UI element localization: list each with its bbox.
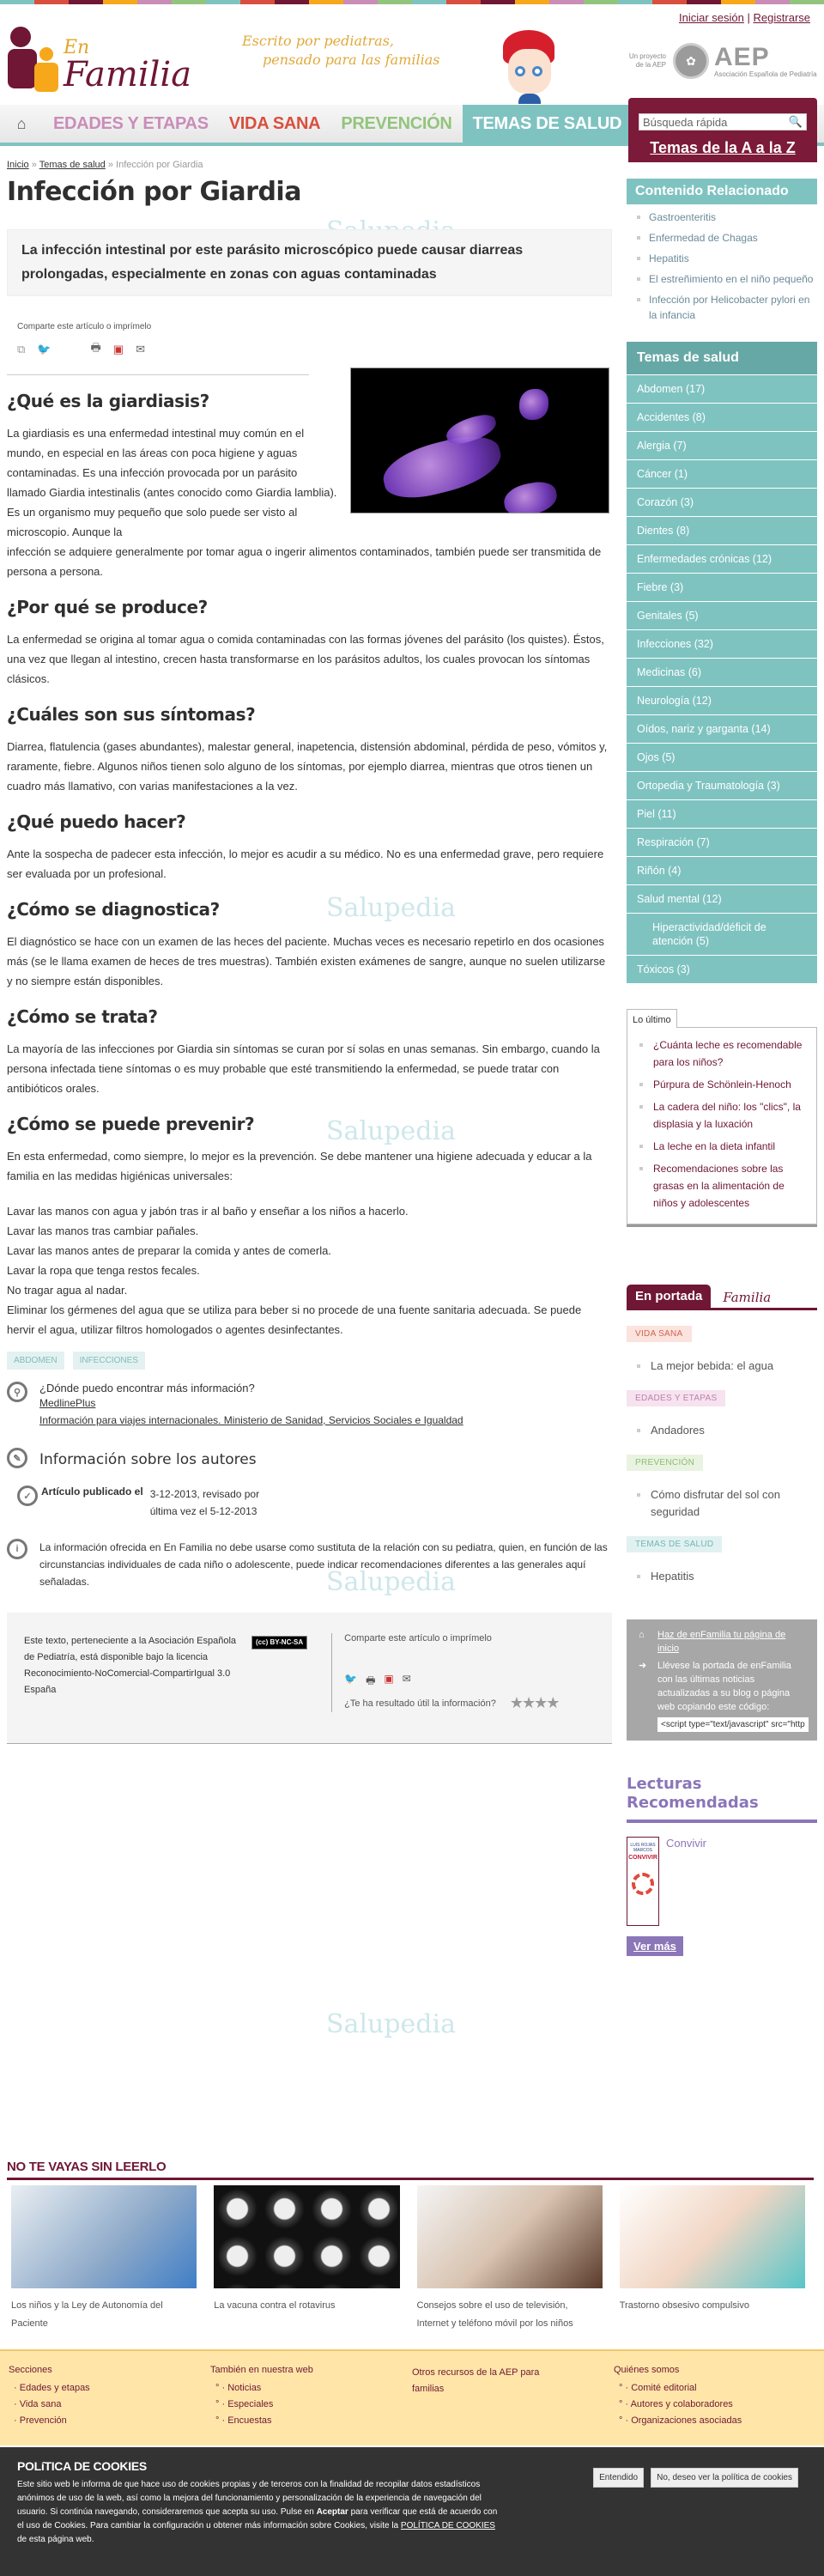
article-tags bbox=[7, 1352, 612, 1370]
cartoon-kid-illustration bbox=[498, 30, 560, 104]
cookie-banner bbox=[0, 2447, 824, 2576]
cookie-title: POLíTICA DE COOKIES bbox=[17, 2459, 147, 2473]
topic-item[interactable]: Dientes (8) bbox=[627, 516, 817, 544]
footer-link[interactable]: ° · Especiales bbox=[215, 2399, 274, 2409]
latest-item[interactable]: La cadera del niño: los "clics", la displasia y la luxación bbox=[639, 1098, 808, 1133]
topic-item[interactable]: Salud mental (12) bbox=[627, 884, 817, 913]
breadcrumb-inicio[interactable]: Inicio bbox=[7, 160, 29, 170]
en-portada bbox=[627, 1285, 817, 1585]
footer-link[interactable]: ° · Comité editorial bbox=[619, 2383, 697, 2393]
portada-item[interactable]: Cómo disfrutar del sol con seguridad bbox=[627, 1486, 817, 1521]
search-icon[interactable]: 🔍 bbox=[788, 115, 803, 128]
cookie-text: Este sitio web le informa de que hace uso de cookies propias y de terceros con la finalidad de recopilar datos estadísticos anónimos de uso de la web, así como la mejora del funcionamiento y personalización de la experiencia de navegación del usuario. Si continúa navegando, consideraremos que acepta su uso. Pulse en Aceptar para verificar que está de acuerdo con el uso de Cookies. Para cambiar la configuración u obtener más información sobre Cookies, visite la POLÍTICA DE COOKIES de esta página web. bbox=[17, 2480, 498, 2544]
dont-miss-card[interactable]: Los niños y la Ley de Autonomía del Paciente bbox=[11, 2185, 197, 2333]
breadcrumb-current: Infección por Giardia bbox=[116, 160, 203, 170]
latest-item[interactable]: ¿Cuánta leche es recomendable para los niños? bbox=[639, 1036, 808, 1071]
section-body: Diarrea, flatulencia (gases abundantes), malestar general, inapetencia, distensión abdominal, pérdida de peso, vómitos y, raramente, fiebre. Algunos niños tienen solo alguno de los síntomas, por ejemplo diarrea, mientras que otros tienen un cuadro más llamativo, con varias manifestaciones a la vez. bbox=[7, 740, 608, 793]
section-body: La giardiasis es una enfermedad intestinal muy común en el mundo, en especial en las áreas con poca higiene y aguas contaminadas. Es una infección provocada por un parásito llamado Giardia intestinalis (antes conocido como Giardia lamblia). Es un organismo muy pequeño que solo puede ser visto al microscopio. Aunque la bbox=[7, 427, 337, 538]
list-item: No tragar agua al nadar. bbox=[7, 1284, 128, 1297]
list-item: Eliminar los gérmenes del agua que se utiliza para beber si no procede de una fuente sanitaria adecuada. Se puede hervir el agua, utilizar filtros homologados o agentes desinfectantes. bbox=[7, 1303, 582, 1336]
twitter-icon[interactable]: 🐦 bbox=[37, 343, 52, 355]
portada-logo: Familia bbox=[723, 1290, 772, 1305]
account-links: Iniciar sesión | Registrarse bbox=[679, 11, 810, 24]
article-lead: La infección intestinal por este parásito microscópico puede causar diarreas prolongadas, especialmente en zonas con aguas contaminadas bbox=[7, 229, 612, 296]
embed-code-field[interactable]: <script type="text/javascript" src="http bbox=[657, 1717, 809, 1732]
section-body: Ante la sospecha de padecer esta infección, lo mejor es acudir a su médico. No es una enfermedad grave, pero requiere ser evaluada por un profesional. bbox=[7, 848, 604, 880]
latest-item[interactable]: Púrpura de Schönlein-Henoch bbox=[639, 1076, 808, 1093]
article-column bbox=[7, 160, 612, 1744]
topic-item[interactable]: Abdomen (17) bbox=[627, 374, 817, 403]
footer-col-tambien: También en nuestra web ° · Noticias ° · Especiales ° · Encuestas bbox=[210, 2365, 412, 2429]
aep-logo[interactable]: Un proyecto de la AEP ✿ AEP Asociación Española de Pediatría bbox=[628, 42, 817, 78]
section-heading: ¿Cómo se trata? bbox=[7, 1006, 158, 1027]
topic-item[interactable]: Fiebre (3) bbox=[627, 573, 817, 601]
footer-link[interactable]: ° · Organizaciones asociadas bbox=[619, 2415, 742, 2426]
related-item[interactable]: Gastroenteritis bbox=[637, 210, 817, 225]
latest-tab[interactable]: Lo último bbox=[627, 1009, 677, 1028]
topic-item[interactable]: Ojos (5) bbox=[627, 743, 817, 771]
topic-item[interactable]: Cáncer (1) bbox=[627, 459, 817, 488]
aep-emblem-icon: ✿ bbox=[673, 43, 709, 79]
tag-abdomen[interactable]: ABDOMEN bbox=[7, 1352, 64, 1370]
cc-license-badge[interactable]: (cc) BY-NC-SA bbox=[251, 1636, 307, 1649]
rotavirus-image bbox=[214, 2185, 399, 2288]
topic-item[interactable]: Genitales (5) bbox=[627, 601, 817, 629]
logo-en: En bbox=[64, 37, 90, 58]
topic-item[interactable]: Ortopedia y Traumatología (3) bbox=[627, 771, 817, 799]
portada-tab: En portada bbox=[627, 1285, 711, 1308]
pdf-icon[interactable]: ▣ bbox=[112, 343, 124, 355]
section-heading: ¿Cómo se diagnostica? bbox=[7, 899, 220, 920]
portada-item[interactable]: La mejor bebida: el agua bbox=[627, 1358, 817, 1375]
logo-familia: Familia bbox=[64, 55, 192, 94]
pencil-icon: ✎ bbox=[7, 1448, 27, 1468]
related-item[interactable]: Hepatitis bbox=[637, 251, 817, 266]
watermark: Salupedia bbox=[326, 2009, 456, 2039]
authors-info[interactable]: ✎ Información sobre los autores bbox=[7, 1448, 612, 1468]
info-icon: i bbox=[7, 1539, 27, 1559]
nav-edades-y-etapas[interactable]: EDADES Y ETAPAS bbox=[53, 113, 209, 133]
ver-mas-button[interactable]: Ver más bbox=[627, 1936, 683, 1956]
link-icon: ⚲ bbox=[7, 1382, 27, 1402]
topic-item[interactable]: Piel (11) bbox=[627, 799, 817, 828]
category-label[interactable]: PREVENCIÓN bbox=[627, 1455, 703, 1471]
more-info: ⚲ ¿Dónde puedo encontrar más información? MedlinePlus Información para viajes internacionales. Ministerio de Sanidad, Servicios Sociales e Igualdad bbox=[7, 1382, 612, 1429]
latest-item[interactable]: Recomendaciones sobre las grasas en la alimentación de niños y adolescentes bbox=[639, 1160, 808, 1212]
site-header bbox=[0, 4, 824, 94]
prevention-list bbox=[7, 1201, 612, 1340]
view-cookie-policy-button[interactable]: No, deseo ver la política de cookies bbox=[651, 2468, 798, 2488]
category-label[interactable]: VIDA SANA bbox=[627, 1326, 692, 1342]
watermark: Salupedia bbox=[326, 893, 456, 923]
embed-icon: ➜ bbox=[639, 1661, 647, 1671]
cookie-policy-link[interactable]: POLÍTICA DE COOKIES bbox=[400, 2521, 495, 2530]
check-icon: ✓ bbox=[17, 1485, 38, 1506]
portada-item[interactable]: Hepatitis bbox=[627, 1568, 817, 1585]
set-homepage-link[interactable]: Haz de enFamilia tu página de inicio bbox=[657, 1630, 786, 1654]
topics-a-z-link[interactable]: Temas de la A a la Z bbox=[650, 139, 796, 156]
home-icon: ⌂ bbox=[639, 1630, 645, 1640]
dentist-image bbox=[11, 2185, 197, 2288]
related-item[interactable]: Infección por Helicobacter pylori en la infancia bbox=[637, 292, 817, 323]
sidebar bbox=[627, 179, 817, 1956]
related-item[interactable]: Enfermedad de Chagas bbox=[637, 230, 817, 246]
section-body: En esta enfermedad, como siempre, lo mejor es la prevención. Se debe mantener una higiene adecuada y educar a la familia en las medidas higiénicas universales: bbox=[7, 1150, 592, 1182]
footer-col-quienes: Quiénes somos ° · Comité editorial ° · Autores y colaboradores ° · Organizaciones asociadas bbox=[614, 2365, 815, 2429]
footer-col-otros: Otros recursos de la AEP para familias bbox=[412, 2367, 540, 2394]
print-icon[interactable]: 🖶 bbox=[90, 341, 101, 354]
divider bbox=[7, 374, 309, 375]
footer-link[interactable]: ° · Noticias bbox=[215, 2383, 262, 2393]
login-link[interactable]: Iniciar sesión bbox=[679, 11, 744, 24]
hand-sanitizer-image bbox=[620, 2185, 805, 2288]
dont-miss-card[interactable]: Consejos sobre el uso de televisión, Internet y teléfono móvil por los niños bbox=[417, 2185, 603, 2333]
book-title[interactable]: Convivir bbox=[666, 1837, 706, 1850]
footer-link[interactable]: · Prevención bbox=[14, 2415, 67, 2426]
topic-subitem[interactable]: Hiperactividad/déficit de atención (5) bbox=[627, 913, 817, 955]
footer-link[interactable]: · Vida sana bbox=[14, 2399, 62, 2409]
section-heading: ¿Por qué se produce? bbox=[7, 597, 208, 617]
topic-item[interactable]: Corazón (3) bbox=[627, 488, 817, 516]
health-topics: Temas de salud Abdomen (17) Accidentes (8) Alergia (7) Cáncer (1) Corazón (3) Dientes (8) Enfermedades crónicas (12) Fiebre (3) Genitales (5) Infecciones (32) Medicinas (6) Neurología (12) Oídos, nariz y garganta (14) Ojos (5) Ortopedia y Traumatología (3) Piel (11) Respiración (7) Riñón (4) Salud mental (12) Hiperactividad/déficit de atención (5) Tóxicos (3) bbox=[627, 342, 817, 983]
email-icon[interactable]: ✉ bbox=[136, 343, 145, 355]
section-heading: ¿Cuáles son sus síntomas? bbox=[7, 704, 256, 725]
nav-vida-sana[interactable]: VIDA SANA bbox=[228, 113, 321, 133]
topic-item[interactable]: Accidentes (8) bbox=[627, 403, 817, 431]
viajes-link[interactable]: Información para viajes internacionales. Ministerio de Sanidad, Servicios Sociales e Igualdad bbox=[39, 1414, 464, 1426]
twitter-icon[interactable]: 🐦 bbox=[344, 1673, 358, 1685]
topic-item[interactable]: Oídos, nariz y garganta (14) bbox=[627, 714, 817, 743]
enfamilia-logo[interactable] bbox=[7, 23, 191, 92]
dont-miss-card[interactable]: La vacuna contra el rotavirus bbox=[214, 2185, 399, 2333]
breadcrumb-temas-de-salud[interactable]: Temas de salud bbox=[39, 160, 106, 170]
recommended-reading: Lecturas Recomendadas LUIS ROJAS MARCOS CONVIVIR Convivir Ver más bbox=[627, 1775, 817, 1956]
footer-link[interactable]: ° · Autores y colaboradores bbox=[619, 2399, 733, 2409]
tag-infecciones[interactable]: INFECCIONES bbox=[73, 1352, 145, 1370]
publication-dates: ✓ Artículo publicado el 3-12-2013, revisado por última vez el 5-12-2013 bbox=[17, 1485, 612, 1520]
list-item: Lavar la ropa que tenga restos fecales. bbox=[7, 1264, 200, 1277]
watermark: Salupedia bbox=[326, 1567, 456, 1597]
share-external-icon[interactable]: ⧉ bbox=[17, 343, 26, 355]
dont-miss-section: NO TE VAYAS SIN LEERLO Los niños y la Ley de Autonomía del Paciente La vacuna contra el rotavirus Consejos sobre el uso de televisión, Internet y teléfono móvil por los niños Trastorno obsesivo compulsivo bbox=[7, 2160, 814, 2333]
section-body: La enfermedad se origina al tomar agua o comida contaminadas con las formas jóvenes del parásito (los quistes). Éstos, una vez que llegan al intestino, crecen hasta transformarse en los parásitos adultos, los cuales provocan los síntomas clásicos. bbox=[7, 633, 604, 685]
related-title: Contenido Relacionado bbox=[627, 179, 817, 204]
medlineplus-link[interactable]: MedlinePlus bbox=[39, 1397, 96, 1409]
section-body-cont: infección se adquiere generalmente por tomar agua o ingerir alimentos contaminados, también puede ser transmitida de persona a persona. bbox=[7, 545, 602, 578]
topic-item[interactable]: Medicinas (6) bbox=[627, 658, 817, 686]
nav-temas-de-salud[interactable]: TEMAS DE SALUD bbox=[463, 105, 633, 143]
portada-item[interactable]: Andadores bbox=[627, 1422, 817, 1439]
watermark: Salupedia bbox=[326, 1116, 456, 1146]
tagline: Escrito por pediatras, pensado para las familias bbox=[242, 33, 440, 68]
quick-search-panel bbox=[628, 98, 817, 162]
dont-miss-card[interactable]: Trastorno obsesivo compulsivo bbox=[620, 2185, 805, 2333]
breadcrumb: Inicio » Temas de salud » Infección por Giardia bbox=[7, 160, 203, 170]
register-link[interactable]: Registrarse bbox=[753, 11, 810, 24]
footer-link[interactable]: · Edades y etapas bbox=[14, 2383, 90, 2393]
section-heading: ¿Qué es la giardiasis? bbox=[7, 391, 209, 411]
section-body: El diagnóstico se hace con un examen de las heces del paciente. Muchas veces es necesario repetirlo en dos ocasiones más (se le llama examen de heces de tres muestras). También existen exámenes de sangre, aunque no suelen utilizarse y no siempre están disponibles. bbox=[7, 935, 606, 987]
list-item: Lavar las manos antes de preparar la comida y antes de comerla. bbox=[7, 1244, 331, 1257]
topic-item[interactable]: Alergia (7) bbox=[627, 431, 817, 459]
latest-item[interactable]: La leche en la dieta infantil bbox=[639, 1138, 808, 1155]
section-heading: ¿Cómo se puede prevenir? bbox=[7, 1114, 255, 1134]
section-body: La mayoría de las infecciones por Giardia sin síntomas se curan por sí solas en unas semanas. Sin embargo, cuando la persona infectada tiene síntomas o es muy probable que esté transmitiendo la enfermedad, se puede tratar con antibióticos orales. bbox=[7, 1042, 600, 1095]
rating-stars[interactable]: ★★★★ bbox=[509, 1694, 559, 1711]
giardia-image bbox=[350, 368, 609, 513]
print-icon[interactable]: 🖶 bbox=[366, 1674, 376, 1686]
topic-item[interactable]: Neurología (12) bbox=[627, 686, 817, 714]
topic-item[interactable]: Respiración (7) bbox=[627, 828, 817, 856]
email-icon[interactable]: ✉ bbox=[402, 1673, 411, 1685]
topic-item[interactable]: Infecciones (32) bbox=[627, 629, 817, 658]
family-computer-image bbox=[417, 2185, 603, 2288]
share-bar: Comparte este artículo o imprímelo ⧉ 🐦 🖶 ▣ ✉ bbox=[7, 322, 612, 359]
footer-col-secciones: Secciones · Edades y etapas · Vida sana · Prevención bbox=[9, 2365, 210, 2429]
family-logo-icon bbox=[7, 23, 58, 92]
page-title: Infección por Giardia bbox=[7, 177, 301, 207]
related-list bbox=[627, 204, 817, 323]
topic-item[interactable]: Tóxicos (3) bbox=[627, 955, 817, 983]
latest-box bbox=[627, 1009, 817, 1224]
nav-prevencion[interactable]: PREVENCIÓN bbox=[341, 113, 452, 133]
category-label[interactable]: EDADES Y ETAPAS bbox=[627, 1390, 725, 1406]
disclaimer: i La información ofrecida en En Familia no debe usarse como sustituta de la relación con su pediatra, quien, en función de las circunstancias individuales de cada niño o adolescente, puede indicar recomendaciones diferentes a las generales aquí señaladas. bbox=[7, 1539, 612, 1590]
list-item: Lavar las manos tras cambiar pañales. bbox=[7, 1224, 199, 1237]
footer-link[interactable]: ° · Encuestas bbox=[215, 2415, 272, 2426]
accept-cookies-button[interactable]: Entendido bbox=[593, 2468, 644, 2488]
site-footer bbox=[0, 2349, 824, 2445]
category-label[interactable]: TEMAS DE SALUD bbox=[627, 1536, 722, 1552]
license-box: Este texto, perteneciente a la Asociación Española de Pediatría, está disponible bajo la licencia Reconocimiento-NoComercial-CompartirIgual 3.0 España (cc) BY-NC-SA Comparte este artículo o imprímelo 🐦 🖶 ▣ ✉ ¿Te ha resultado útil la información? ★★★★ bbox=[7, 1613, 612, 1744]
related-item[interactable]: El estreñimiento en el niño pequeño bbox=[637, 271, 817, 287]
section-heading: ¿Qué puedo hacer? bbox=[7, 811, 186, 832]
list-item: Lavar las manos con agua y jabón tras ir al baño y enseñar a los niños a hacerlo. bbox=[7, 1205, 409, 1218]
embed-widget: ⌂ Haz de enFamilia tu página de inicio ➜ Llévese la portada de enFamilia con las últimas noticias actualizadas a su blog o página web copiando este código: <script type="text/javascript" src="http bbox=[627, 1619, 817, 1741]
topic-item[interactable]: Riñón (4) bbox=[627, 856, 817, 884]
book-cover[interactable]: LUIS ROJAS MARCOS CONVIVIR bbox=[627, 1837, 659, 1926]
home-icon[interactable]: ⌂ bbox=[16, 114, 27, 132]
topic-item[interactable]: Enfermedades crónicas (12) bbox=[627, 544, 817, 573]
search-input[interactable]: Búsqueda rápida 🔍 bbox=[639, 113, 807, 131]
pdf-icon[interactable]: ▣ bbox=[384, 1673, 394, 1685]
